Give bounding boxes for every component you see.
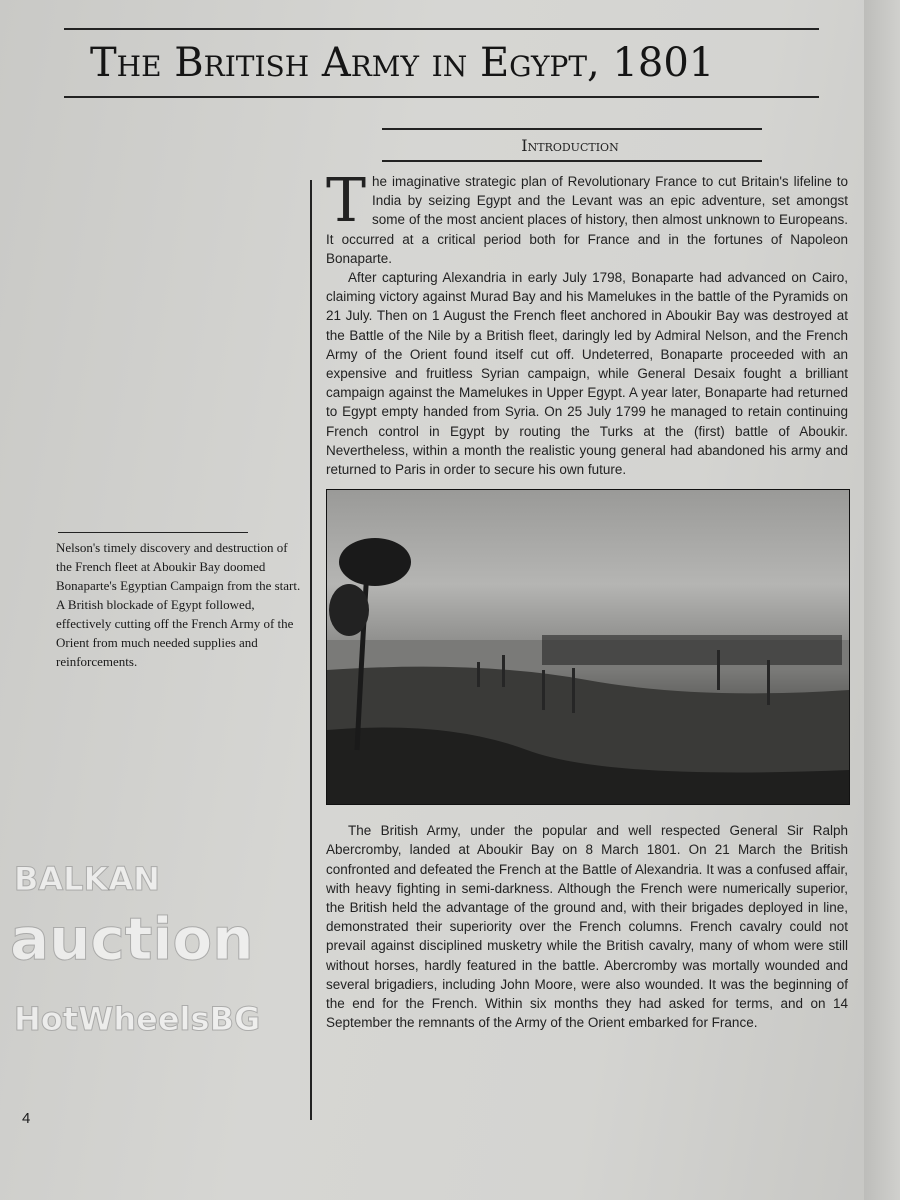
main-column	[326, 166, 848, 1032]
battle-of-the-nile-painting	[326, 489, 850, 805]
paragraph-2: After capturing Alexandria in early July 1798, Bonaparte had advanced on Cairo, claiming victory against Murad Bay and his Mamelukes in the battle of the Pyramids on 21 July. Then on 1 August the French fleet anchored in Aboukir Bay was destroyed at the Battle of the Nile by a British fleet, daringly led by Admiral Nelson, and the French Army of the Orient found itself cut off. Undeterred, Bonaparte proceeded with an expensive and fruitless Syrian campaign, while General Desaix fought a brilliant campaign against the Mamelukes in Upper Egypt. A year later, Bonaparte had returned to Egypt empty handed from Syria. On 25 July 1799 he managed to retain continuing French control in Egypt by routing the Turks at the (first) battle of Aboukir. Nevertheless, within a month the realistic young general had abandoned his army and returned to Paris in order to secure his own future.	[326, 270, 848, 478]
title-rule-bottom	[64, 96, 819, 98]
paragraph-1-text: he imaginative strategic plan of Revolutionary France to cut Britain's lifeline to India by seizing Egypt and the Levant was an epic adventure, set amongst some of the most ancient places of history, then almost unknown to Europeans. It occurred at a critical period both for France and in the fortunes of Napoleon Bonaparte.	[326, 174, 848, 266]
page-number: 4	[22, 1110, 31, 1127]
section-rule-bottom	[382, 160, 762, 162]
column-divider	[310, 180, 312, 1120]
section-rule-top	[382, 128, 762, 130]
watermark-balkan: BALKAN	[14, 860, 160, 898]
painting-illustration	[327, 490, 849, 804]
caption-rule	[58, 532, 248, 533]
watermark-auction: auction	[10, 905, 254, 973]
page-title: The British Army in Egypt, 1801	[90, 40, 715, 86]
watermark-hotwheelsbg: HotWheelsBG	[14, 1000, 261, 1038]
paragraph-1	[326, 166, 848, 268]
paragraph-3: The British Army, under the popular and well respected General Sir Ralph Abercromby, landed at Aboukir Bay on 8 March 1801. On 21 March the British confronted and defeated the French at the Battle of Alexandria. It was a confused affair, with heavy fighting in semi-darkness. Although the French were numerically superior, the British held the advantage of the ground and, with their brigades deployed in line, demonstrated their superiority over the French columns. French cavalry could not prevail against disciplined musketry while the British cavalry, many of whom were still without horses, hardly featured in the battle. Abercromby was mortally wounded and several brigadiers, including John Moore, were also wounded. It was the beginning of the end for the French. Within six months they had asked for terms, and on 14 September the remnants of the Army of the Orient embarked for France.	[326, 823, 848, 1031]
figure-caption: Nelson's timely discovery and destruction of the French fleet at Aboukir Bay doomed Bonaparte's Egyptian Campaign from the start. A British blockade of Egypt followed, effectively cutting off the French Army of the Orient from much needed supplies and reinforcements.	[56, 540, 301, 669]
title-rule-top	[64, 28, 819, 30]
page-edge	[864, 0, 900, 1200]
drop-cap: T	[326, 166, 367, 236]
section-heading: Introduction	[521, 136, 619, 155]
body-text	[326, 821, 848, 1032]
intro-text	[326, 166, 848, 479]
